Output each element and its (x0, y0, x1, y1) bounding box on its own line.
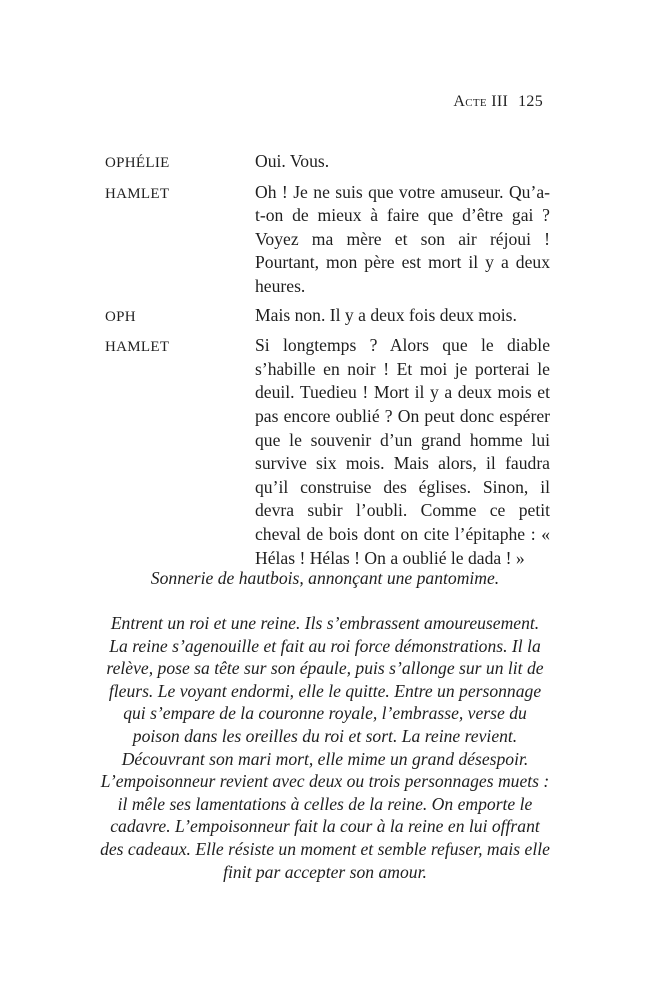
dialogue-line (105, 181, 555, 299)
speech-text: Mais non. Il y a deux fois deux mois. (255, 304, 517, 325)
speaker-name: HAMLET (105, 185, 170, 202)
speech-text: Oh ! Je ne suis que votre amuseur. Qu’a-t-on de mieux à faire que d’être gai ? Voyez ma mère et son air réjoui ! Pourtant, mon père est mort il y a deux heures. (255, 181, 550, 296)
dialogue-line (105, 334, 555, 570)
speaker-name: OPHÉLIE (105, 155, 170, 171)
dialogue-line (105, 304, 555, 330)
dialogue-line (105, 150, 555, 176)
dialogue-block (105, 150, 555, 575)
speaker-name: HAMLET (105, 339, 170, 356)
act-label: Acte III (453, 93, 509, 110)
speech-text: Si longtemps ? Alors que le diable s’habille en noir ! Et moi je porterai le deuil. Tuedieu ! Mort il y a deux mois et pas encore oublié ? On peut donc espérer que le souvenir d’un grand homme lui survive six mois. Mais alors, il faudra qu’il construise des églises. Sinon, il devra subir l’oubli. Comme ce petit cheval de bois dont on cite l’épitaphe : « Hélas ! Hélas ! On a oublié le dada ! » (255, 335, 550, 568)
stage-direction: Sonnerie de hautbois, annonçant une pantomime. (150, 568, 500, 588)
running-header (453, 93, 543, 111)
speech-text: Oui. Vous. (255, 151, 330, 171)
speaker-name: OPH (105, 308, 136, 325)
stage-direction-pantomime: Entrent un roi et une reine. Ils s’embrassent amoureusement. La reine s’agenouille et fait au roi force démonstrations. Il la relève, pose sa tête sur son épaule, puis s’allonge sur un lit de fleurs. Le voyant endormi, elle le quitte. Entre un personnage qui s’empare de la couronne royale, l’embrasse, verse du poison dans les oreilles du roi et sort. La reine revient. Découvrant son mari mort, elle mime un grand désespoir. L’empoisonneur revient avec deux ou trois personnages muets : il mêle ses lamentations à celles de la reine. On emporte le cadavre. L’empoisonneur fait la cour à la reine en lui offrant des cadeaux. Elle résiste un moment et semble refuser, mais elle finit par accepter son amour. (100, 613, 550, 882)
page-number: 125 (518, 93, 543, 110)
